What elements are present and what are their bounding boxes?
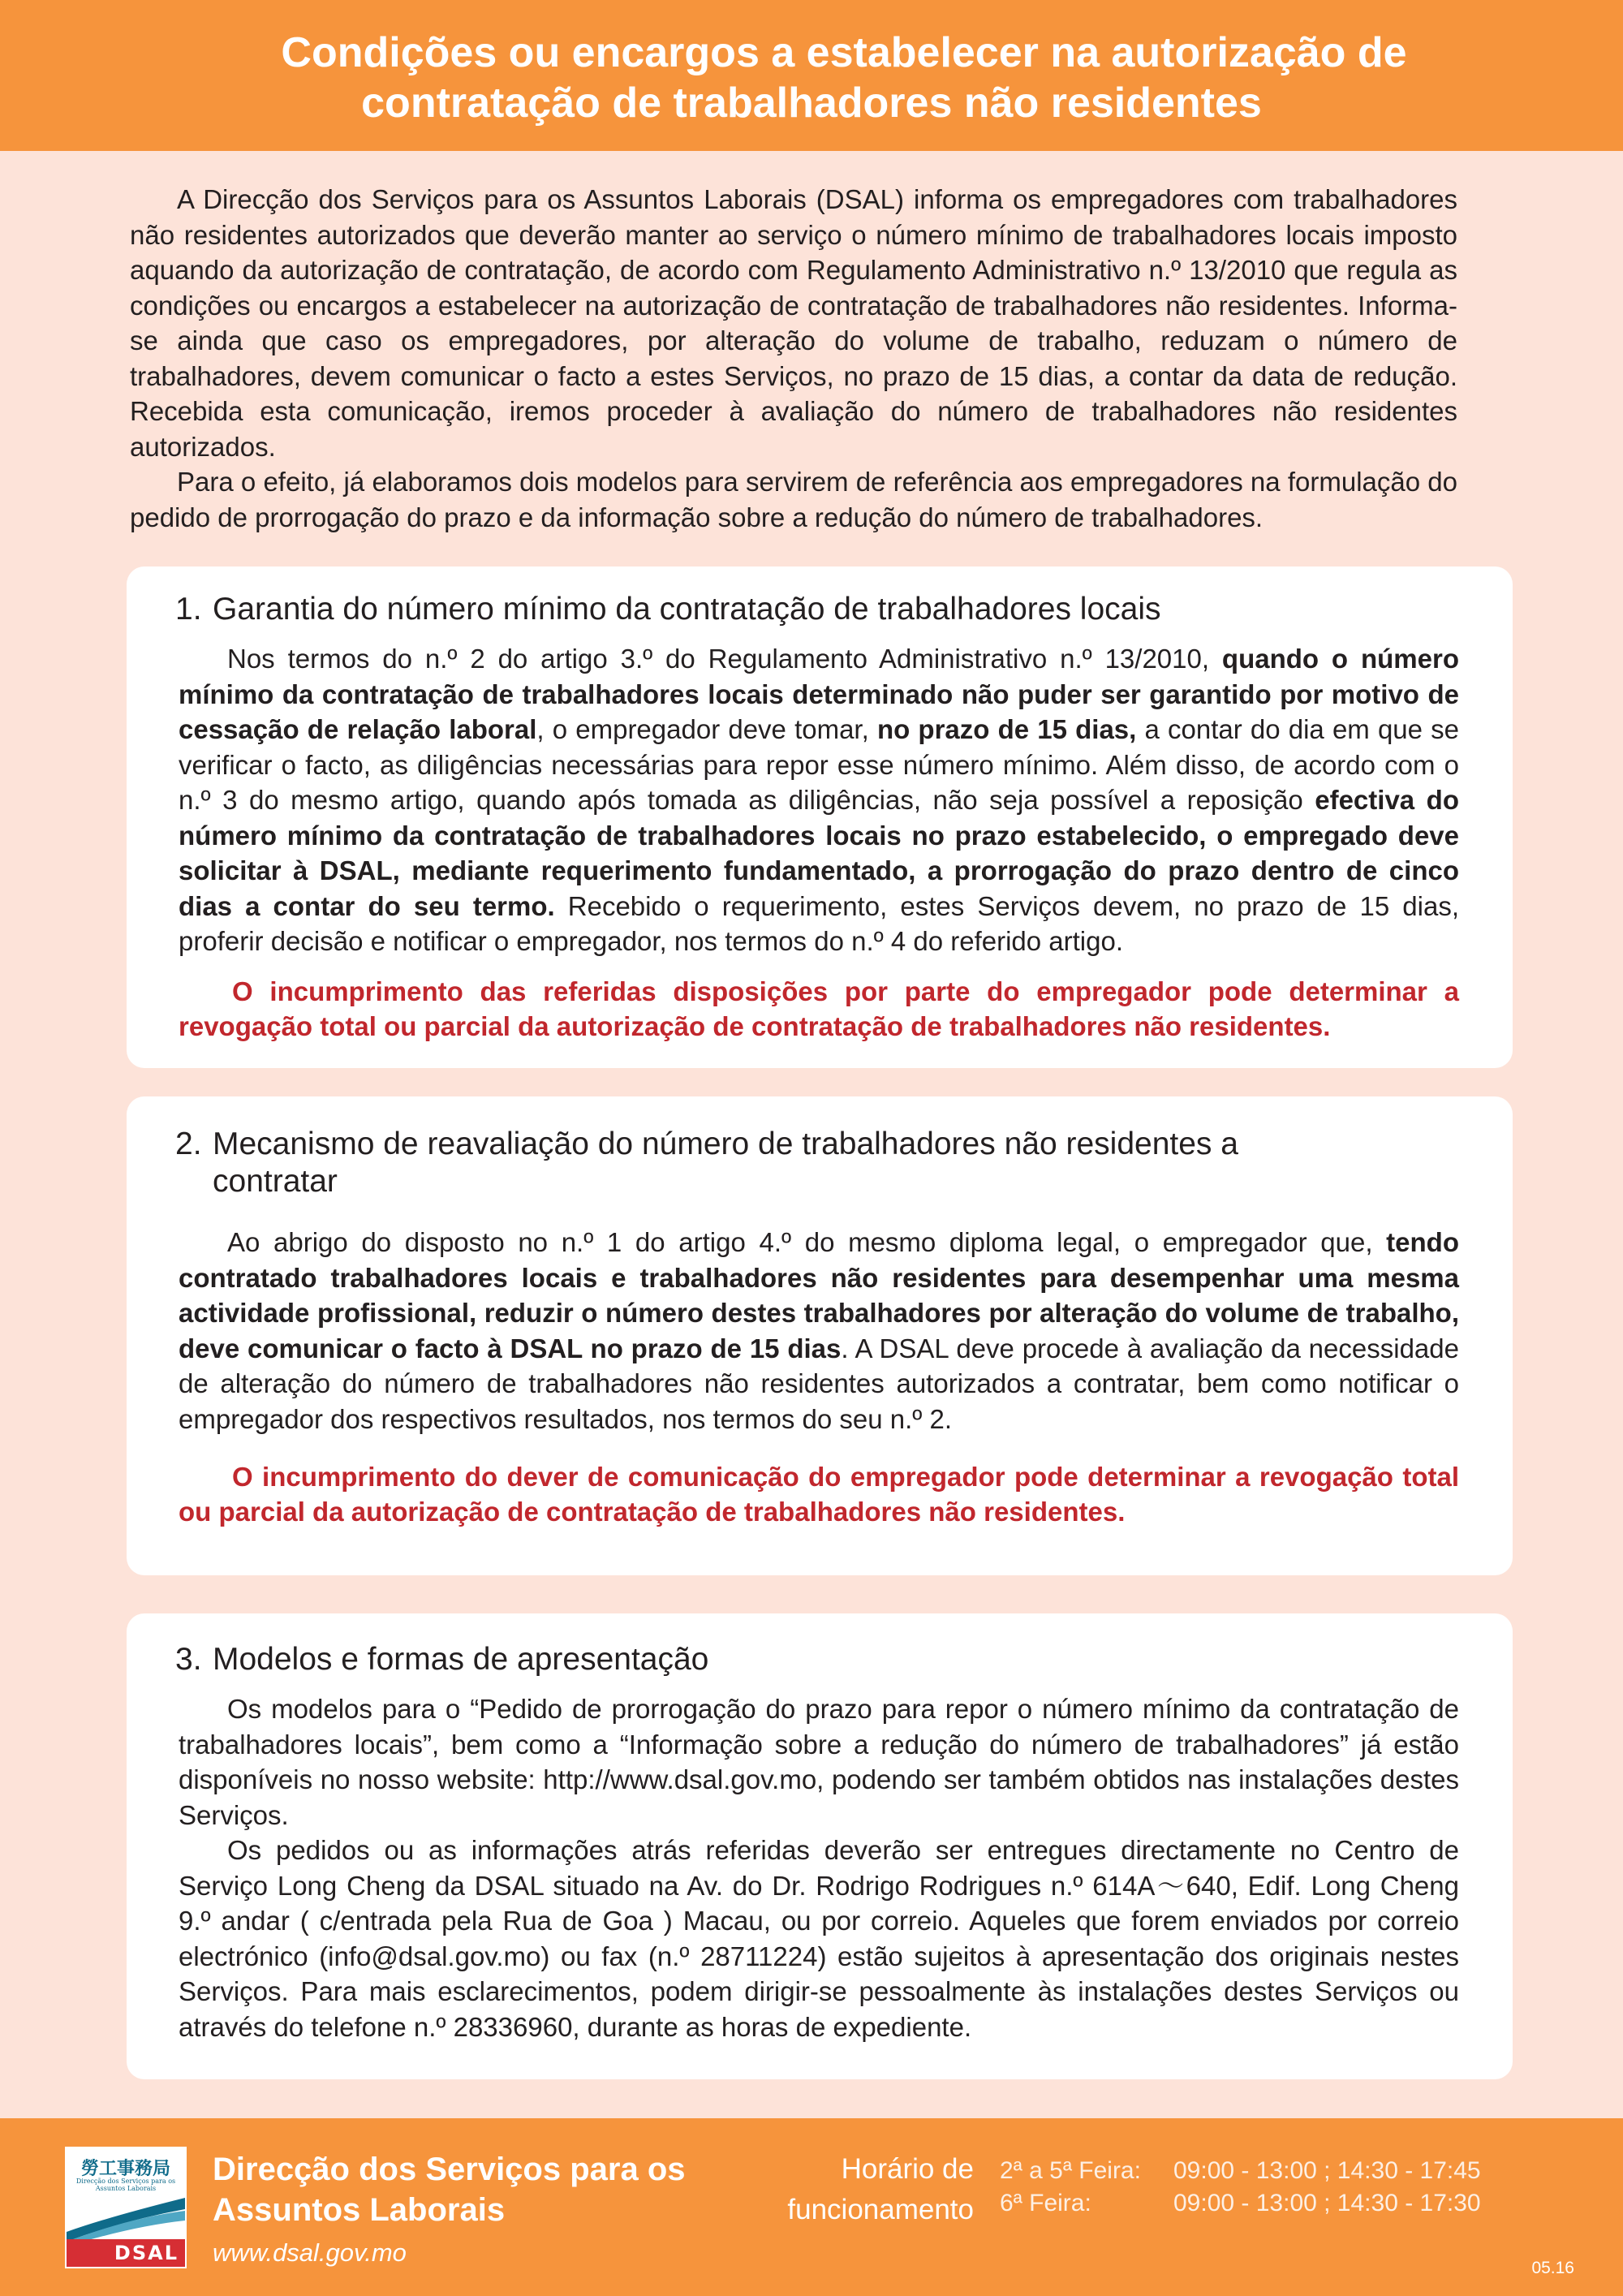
section-2-paragraph — [179, 1225, 1459, 1437]
section-3-body — [179, 1691, 1459, 2044]
dsal-logo — [65, 2147, 187, 2268]
section-1-title-text: Garantia do número mínimo da contratação de trabalhadores locais — [213, 592, 1161, 627]
intro-section — [130, 182, 1457, 535]
logo-swoosh-icon — [67, 2193, 185, 2242]
section-1-title — [175, 591, 1409, 628]
hours-title-line-2: funcionamento — [787, 2194, 974, 2225]
section-1-text-c: a contar do dia em que se verificar o facto, as diligências necessárias para repor esse número mínimo. Além disso, de acordo com o n.º 3 do mesmo artigo, quando após tomada as diligências, não seja possível a reposição — [179, 714, 1460, 815]
section-card-3 — [127, 1613, 1513, 2079]
version-code: 05.16 — [1531, 2259, 1574, 2277]
section-1-paragraph — [179, 641, 1459, 959]
organization-name — [213, 2149, 781, 2230]
section-1-text-b: , o empregador deve tomar, — [536, 714, 877, 744]
hours-time: 09:00 - 13:00 ; 14:30 - 17:45 — [1173, 2157, 1481, 2184]
section-2-title-line-1: Mecanismo de reavaliação do número de trabalhadores não residentes a — [213, 1126, 1238, 1161]
section-1-number: 1. — [175, 592, 202, 627]
section-1-bold-a: quando o número mínimo da contratação de trabalhadores locais determinado não puder ser garantido por motivo de cessação de relação laboral — [179, 644, 1459, 744]
section-1-bold-b: no prazo de 15 dias, — [876, 714, 1137, 744]
section-2-title — [175, 1126, 1409, 1200]
section-card-2 — [127, 1096, 1513, 1575]
section-1-bold-c: efectiva do número mínimo da contratação de trabalhadores locais no prazo estabelecido, o empregado deve solicitar à DSAL, mediante requerimento fundamentado, a prorrogação do prazo dentro de cinco dias a contar do seu termo. — [179, 785, 1459, 921]
section-card-1 — [127, 566, 1513, 1068]
section-3-paragraph-2: Os pedidos ou as informações atrás referidas deverão ser entregues directamente no Centro de Serviço Long Cheng da DSAL situado na Av. do Dr. Rodrigo Rodrigues n.º 614A～640, Edif. Long Cheng 9.º andar ( c/entrada pela Rua de Goa ) Macau, ou por correio. Aqueles que forem enviados por correio electrónico (info@dsal.gov.mo) ou fax (n.º 28711224) estão sujeitos à apresentação dos originais nestes Serviços. Para mais esclarecimentos, podem dirigir-se pessoalmente às instalações destes Serviços ou através do telefone n.º 28336960, durante as horas de expediente. — [179, 1835, 1459, 2042]
organization-name-line-2: Assuntos Laborais — [213, 2192, 506, 2228]
section-3-paragraph-1: Os modelos para o “Pedido de prorrogação do prazo para repor o número mínimo da contratação de trabalhadores locais”, bem como a “Informação sobre a redução do número de trabalhadores” já estão disponíveis no nosso website: http://www.dsal.gov.mo, podendo ser também obtidos nas instalações destes Serviços. — [179, 1694, 1459, 1830]
logo-acronym: DSAL — [67, 2239, 185, 2267]
opening-hours-title — [714, 2149, 974, 2230]
organization-name-line-1: Direcção dos Serviços para os — [213, 2152, 686, 2187]
section-2-body — [179, 1225, 1459, 1437]
logo-chinese-text: 勞工事務局 — [80, 2158, 170, 2179]
section-2-title-line-2: contratar — [213, 1164, 338, 1199]
page-header — [0, 0, 1623, 151]
hours-day: 2ª a 5ª Feira: — [1000, 2157, 1141, 2184]
section-1-warning: O incumprimento das referidas disposições por parte do empregador pode determinar a revogação total ou parcial da autorização de contratação de trabalhadores não residentes. — [179, 976, 1459, 1041]
hours-time: 09:00 - 13:00 ; 14:30 - 17:30 — [1173, 2190, 1481, 2216]
page-title-line-2: contratação de trabalhadores não residentes — [361, 80, 1262, 127]
section-1-body — [179, 641, 1459, 959]
section-3-title — [175, 1641, 1409, 1678]
intro-paragraph-2: Para o efeito, já elaboramos dois modelos para servirem de referência aos empregadores na formulação do pedido de prorrogação do prazo e da informação sobre a redução do número de trabalhadores. — [130, 467, 1457, 532]
intro-paragraph-1: A Direcção dos Serviços para os Assuntos Laborais (DSAL) informa os empregadores com trabalhadores não residentes autorizados que deverão manter ao serviço o número mínimo de trabalhadores locais imposto aquando da autorização de contratação, de acordo com Regulamento Administrativo n.º 13/2010 que regula as condições ou encargos a estabelecer na autorização de contratação de trabalhadores não residentes. Informa-se ainda que caso os empregadores, por alteração do volume de trabalho, reduzam o número de trabalhadores, devem comunicar o facto a estes Serviços, no prazo de 15 dias, a contar da data de redução. Recebida esta comunicação, iremos proceder à avaliação do número de trabalhadores não residentes autorizados. — [130, 184, 1457, 462]
hours-day: 6ª Feira: — [1000, 2190, 1091, 2216]
section-2-bold-a: tendo contratado trabalhadores locais e trabalhadores não residentes para desempenhar uma mesma actividade profissional, reduzir o número destes trabalhadores por alteração do volume de trabalho, deve comunicar o facto à DSAL no prazo de 15 dias — [179, 1227, 1459, 1363]
section-3-title-text: Modelos e formas de apresentação — [213, 1642, 709, 1677]
section-2-number: 2. — [175, 1126, 202, 1161]
page-footer — [0, 2118, 1623, 2296]
section-2-text-a: Ao abrigo do disposto no n.º 1 do artigo 4.º do mesmo diploma legal, o empregador que, — [227, 1227, 1387, 1257]
section-3-number: 3. — [175, 1642, 202, 1677]
section-1-text-a: Nos termos do n.º 2 do artigo 3.º do Regulamento Administrativo n.º 13/2010, — [227, 644, 1222, 674]
hours-title-line-1: Horário de — [841, 2153, 974, 2185]
section-2-text-b: . A DSAL deve procede à avaliação da necessidade de alteração do número de trabalhadores não residentes autorizados a contratar, bem como notificar o empregador dos respectivos resultados, nos termos do seu n.º 2. — [179, 1333, 1459, 1434]
website-link[interactable]: www.dsal.gov.mo — [213, 2238, 407, 2267]
section-1-text-d: Recebido o requerimento, estes Serviços devem, no prazo de 15 dias, proferir decisão e notificar o empregador, nos termos do n.º 4 do referido artigo. — [179, 890, 1459, 956]
section-2-warning: O incumprimento do dever de comunicação do empregador pode determinar a revogação total ou parcial da autorização de contratação de trabalhadores não residentes. — [179, 1462, 1459, 1527]
logo-portuguese-text: Direcção dos Serviços para os Assuntos Laborais — [75, 2178, 176, 2192]
page-title-line-1: Condições ou encargos a estabelecer na autorização de — [281, 29, 1407, 76]
